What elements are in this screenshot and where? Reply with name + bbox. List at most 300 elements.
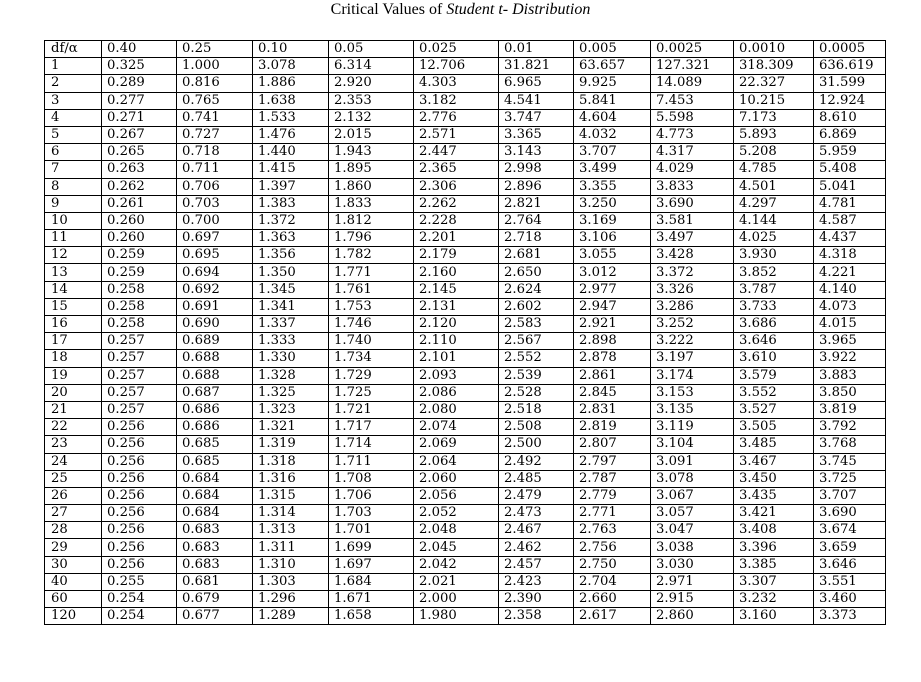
- critical-value-cell: 0.684: [177, 487, 253, 504]
- critical-value-cell: 14.089: [651, 75, 734, 92]
- t-distribution-table: [44, 40, 886, 625]
- critical-value-cell: 0.255: [102, 573, 177, 590]
- critical-value-cell: 1.356: [253, 247, 329, 264]
- critical-value-cell: 8.610: [814, 109, 886, 126]
- critical-value-cell: 5.893: [734, 126, 814, 143]
- critical-value-cell: 2.971: [651, 573, 734, 590]
- table-row: [45, 316, 886, 333]
- critical-value-cell: 2.878: [574, 350, 651, 367]
- critical-value-cell: 5.598: [651, 109, 734, 126]
- critical-value-cell: 2.539: [499, 367, 574, 384]
- critical-value-cell: 1.337: [253, 316, 329, 333]
- df-cell: 16: [45, 316, 102, 333]
- df-cell: 10: [45, 212, 102, 229]
- critical-value-cell: 0.258: [102, 281, 177, 298]
- critical-value-cell: 2.358: [499, 608, 574, 625]
- critical-value-cell: 2.080: [414, 401, 499, 418]
- critical-value-cell: 2.660: [574, 591, 651, 608]
- critical-value-cell: 3.038: [651, 539, 734, 556]
- df-cell: 23: [45, 436, 102, 453]
- critical-value-cell: 2.583: [499, 316, 574, 333]
- critical-value-cell: 3.659: [814, 539, 886, 556]
- critical-value-cell: 2.508: [499, 419, 574, 436]
- critical-value-cell: 3.505: [734, 419, 814, 436]
- critical-value-cell: 3.707: [814, 487, 886, 504]
- critical-value-cell: 2.807: [574, 436, 651, 453]
- critical-value-cell: 2.681: [499, 247, 574, 264]
- critical-value-cell: 0.325: [102, 58, 177, 75]
- critical-value-cell: 0.258: [102, 298, 177, 315]
- critical-value-cell: 0.684: [177, 470, 253, 487]
- critical-value-cell: 2.947: [574, 298, 651, 315]
- critical-value-cell: 3.581: [651, 212, 734, 229]
- critical-value-cell: 0.256: [102, 487, 177, 504]
- critical-value-cell: 0.687: [177, 384, 253, 401]
- table-row: [45, 453, 886, 470]
- critical-value-cell: 3.174: [651, 367, 734, 384]
- table-row: [45, 436, 886, 453]
- critical-value-cell: 1.440: [253, 144, 329, 161]
- header-alpha-cell: 0.05: [329, 41, 414, 58]
- critical-value-cell: 3.408: [734, 522, 814, 539]
- df-cell: 11: [45, 230, 102, 247]
- critical-value-cell: 0.260: [102, 212, 177, 229]
- table-row: [45, 212, 886, 229]
- title-italic: Student t- Distribution: [446, 1, 591, 18]
- critical-value-cell: 0.718: [177, 144, 253, 161]
- table-body: [45, 41, 886, 625]
- df-cell: 27: [45, 505, 102, 522]
- df-cell: 22: [45, 419, 102, 436]
- critical-value-cell: 2.704: [574, 573, 651, 590]
- critical-value-cell: 1.734: [329, 350, 414, 367]
- critical-value-cell: 4.015: [814, 316, 886, 333]
- critical-value-cell: 2.365: [414, 161, 499, 178]
- critical-value-cell: 3.385: [734, 556, 814, 573]
- critical-value-cell: 2.467: [499, 522, 574, 539]
- critical-value-cell: 3.396: [734, 539, 814, 556]
- critical-value-cell: 0.259: [102, 247, 177, 264]
- critical-value-cell: 63.657: [574, 58, 651, 75]
- critical-value-cell: 2.306: [414, 178, 499, 195]
- critical-value-cell: 1.860: [329, 178, 414, 195]
- critical-value-cell: 4.144: [734, 212, 814, 229]
- critical-value-cell: 3.690: [814, 505, 886, 522]
- table-row: [45, 505, 886, 522]
- critical-value-cell: 3.965: [814, 333, 886, 350]
- critical-value-cell: 3.527: [734, 401, 814, 418]
- critical-value-cell: 127.321: [651, 58, 734, 75]
- critical-value-cell: 0.689: [177, 333, 253, 350]
- critical-value-cell: 1.315: [253, 487, 329, 504]
- critical-value-cell: 2.860: [651, 608, 734, 625]
- critical-value-cell: 3.819: [814, 401, 886, 418]
- critical-value-cell: 0.256: [102, 453, 177, 470]
- critical-value-cell: 2.518: [499, 401, 574, 418]
- critical-value-cell: 1.761: [329, 281, 414, 298]
- df-cell: 26: [45, 487, 102, 504]
- critical-value-cell: 6.314: [329, 58, 414, 75]
- critical-value-cell: 318.309: [734, 58, 814, 75]
- df-cell: 1: [45, 58, 102, 75]
- table-row: [45, 298, 886, 315]
- critical-value-cell: 1.721: [329, 401, 414, 418]
- header-alpha-cell: 0.25: [177, 41, 253, 58]
- critical-value-cell: 3.450: [734, 470, 814, 487]
- critical-value-cell: 2.776: [414, 109, 499, 126]
- critical-value-cell: 3.852: [734, 264, 814, 281]
- critical-value-cell: 2.771: [574, 505, 651, 522]
- critical-value-cell: 0.706: [177, 178, 253, 195]
- df-cell: 8: [45, 178, 102, 195]
- critical-value-cell: 0.256: [102, 436, 177, 453]
- header-alpha-cell: 0.005: [574, 41, 651, 58]
- critical-value-cell: 2.787: [574, 470, 651, 487]
- critical-value-cell: 3.012: [574, 264, 651, 281]
- critical-value-cell: 1.796: [329, 230, 414, 247]
- critical-value-cell: 3.104: [651, 436, 734, 453]
- table-row: [45, 109, 886, 126]
- critical-value-cell: 0.256: [102, 556, 177, 573]
- critical-value-cell: 0.691: [177, 298, 253, 315]
- critical-value-cell: 31.599: [814, 75, 886, 92]
- critical-value-cell: 3.610: [734, 350, 814, 367]
- df-cell: 4: [45, 109, 102, 126]
- critical-value-cell: 0.686: [177, 401, 253, 418]
- critical-value-cell: 1.397: [253, 178, 329, 195]
- critical-value-cell: 3.169: [574, 212, 651, 229]
- header-alpha-cell: 0.40: [102, 41, 177, 58]
- critical-value-cell: 2.915: [651, 591, 734, 608]
- critical-value-cell: 2.056: [414, 487, 499, 504]
- df-cell: 30: [45, 556, 102, 573]
- critical-value-cell: 1.296: [253, 591, 329, 608]
- critical-value-cell: 1.321: [253, 419, 329, 436]
- critical-value-cell: 1.350: [253, 264, 329, 281]
- critical-value-cell: 2.718: [499, 230, 574, 247]
- table-row: [45, 144, 886, 161]
- critical-value-cell: 3.160: [734, 608, 814, 625]
- critical-value-cell: 2.650: [499, 264, 574, 281]
- df-cell: 14: [45, 281, 102, 298]
- critical-value-cell: 2.764: [499, 212, 574, 229]
- critical-value-cell: 1.753: [329, 298, 414, 315]
- df-cell: 5: [45, 126, 102, 143]
- critical-value-cell: 0.257: [102, 367, 177, 384]
- critical-value-cell: 4.541: [499, 92, 574, 109]
- critical-value-cell: 1.363: [253, 230, 329, 247]
- df-cell: 40: [45, 573, 102, 590]
- critical-value-cell: 3.646: [814, 556, 886, 573]
- critical-value-cell: 3.365: [499, 126, 574, 143]
- critical-value-cell: 2.462: [499, 539, 574, 556]
- table-row: [45, 92, 886, 109]
- critical-value-cell: 1.782: [329, 247, 414, 264]
- critical-value-cell: 3.686: [734, 316, 814, 333]
- critical-value-cell: 2.797: [574, 453, 651, 470]
- df-cell: 7: [45, 161, 102, 178]
- df-cell: 25: [45, 470, 102, 487]
- critical-value-cell: 5.841: [574, 92, 651, 109]
- table-row: [45, 230, 886, 247]
- df-cell: 20: [45, 384, 102, 401]
- df-cell: 24: [45, 453, 102, 470]
- critical-value-cell: 1.323: [253, 401, 329, 418]
- critical-value-cell: 0.265: [102, 144, 177, 161]
- critical-value-cell: 3.497: [651, 230, 734, 247]
- table-row: [45, 487, 886, 504]
- critical-value-cell: 2.262: [414, 195, 499, 212]
- critical-value-cell: 7.453: [651, 92, 734, 109]
- critical-value-cell: 2.131: [414, 298, 499, 315]
- critical-value-cell: 3.850: [814, 384, 886, 401]
- table-row: [45, 126, 886, 143]
- critical-value-cell: 0.688: [177, 350, 253, 367]
- critical-value-cell: 1.314: [253, 505, 329, 522]
- critical-value-cell: 1.313: [253, 522, 329, 539]
- critical-value-cell: 3.326: [651, 281, 734, 298]
- critical-value-cell: 0.271: [102, 109, 177, 126]
- critical-value-cell: 4.029: [651, 161, 734, 178]
- critical-value-cell: 7.173: [734, 109, 814, 126]
- critical-value-cell: 3.428: [651, 247, 734, 264]
- critical-value-cell: 0.256: [102, 470, 177, 487]
- critical-value-cell: 3.733: [734, 298, 814, 315]
- df-cell: 3: [45, 92, 102, 109]
- critical-value-cell: 0.683: [177, 556, 253, 573]
- critical-value-cell: 1.706: [329, 487, 414, 504]
- critical-value-cell: 1.658: [329, 608, 414, 625]
- critical-value-cell: 0.262: [102, 178, 177, 195]
- table-row: [45, 367, 886, 384]
- critical-value-cell: 3.579: [734, 367, 814, 384]
- table-row: [45, 161, 886, 178]
- table-row: [45, 75, 886, 92]
- critical-value-cell: 2.977: [574, 281, 651, 298]
- critical-value-cell: 3.091: [651, 453, 734, 470]
- critical-value-cell: 12.924: [814, 92, 886, 109]
- critical-value-cell: 1.699: [329, 539, 414, 556]
- critical-value-cell: 31.821: [499, 58, 574, 75]
- critical-value-cell: 2.861: [574, 367, 651, 384]
- critical-value-cell: 3.373: [814, 608, 886, 625]
- critical-value-cell: 0.688: [177, 367, 253, 384]
- critical-value-cell: 1.833: [329, 195, 414, 212]
- table-row: [45, 195, 886, 212]
- critical-value-cell: 0.684: [177, 505, 253, 522]
- critical-value-cell: 0.683: [177, 522, 253, 539]
- critical-value-cell: 2.042: [414, 556, 499, 573]
- critical-value-cell: 3.106: [574, 230, 651, 247]
- critical-value-cell: 4.781: [814, 195, 886, 212]
- critical-value-cell: 2.479: [499, 487, 574, 504]
- critical-value-cell: 2.617: [574, 608, 651, 625]
- critical-value-cell: 0.256: [102, 539, 177, 556]
- critical-value-cell: 3.787: [734, 281, 814, 298]
- critical-value-cell: 1.303: [253, 573, 329, 590]
- critical-value-cell: 2.845: [574, 384, 651, 401]
- critical-value-cell: 0.685: [177, 453, 253, 470]
- table-row: [45, 591, 886, 608]
- header-alpha-cell: 0.01: [499, 41, 574, 58]
- critical-value-cell: 4.318: [814, 247, 886, 264]
- critical-value-cell: 2.015: [329, 126, 414, 143]
- critical-value-cell: 1.746: [329, 316, 414, 333]
- critical-value-cell: 3.768: [814, 436, 886, 453]
- critical-value-cell: 4.032: [574, 126, 651, 143]
- critical-value-cell: 10.215: [734, 92, 814, 109]
- critical-value-cell: 3.135: [651, 401, 734, 418]
- critical-value-cell: 3.119: [651, 419, 734, 436]
- critical-value-cell: 3.232: [734, 591, 814, 608]
- critical-value-cell: 1.740: [329, 333, 414, 350]
- critical-value-cell: 3.030: [651, 556, 734, 573]
- critical-value-cell: 0.261: [102, 195, 177, 212]
- critical-value-cell: 2.179: [414, 247, 499, 264]
- critical-value-cell: 3.499: [574, 161, 651, 178]
- critical-value-cell: 1.671: [329, 591, 414, 608]
- df-cell: 120: [45, 608, 102, 625]
- page-title: [0, 0, 921, 20]
- critical-value-cell: 2.528: [499, 384, 574, 401]
- critical-value-cell: 2.473: [499, 505, 574, 522]
- critical-value-cell: 0.697: [177, 230, 253, 247]
- critical-value-cell: 1.717: [329, 419, 414, 436]
- critical-value-cell: 4.297: [734, 195, 814, 212]
- critical-value-cell: 1.533: [253, 109, 329, 126]
- critical-value-cell: 3.057: [651, 505, 734, 522]
- critical-value-cell: 3.467: [734, 453, 814, 470]
- critical-value-cell: 9.925: [574, 75, 651, 92]
- critical-value-cell: 2.069: [414, 436, 499, 453]
- critical-value-cell: 4.317: [651, 144, 734, 161]
- critical-value-cell: 2.602: [499, 298, 574, 315]
- critical-value-cell: 1.980: [414, 608, 499, 625]
- critical-value-cell: 2.567: [499, 333, 574, 350]
- critical-value-cell: 2.624: [499, 281, 574, 298]
- critical-value-cell: 4.025: [734, 230, 814, 247]
- critical-value-cell: 3.078: [651, 470, 734, 487]
- critical-value-cell: 1.372: [253, 212, 329, 229]
- critical-value-cell: 1.341: [253, 298, 329, 315]
- critical-value-cell: 1.289: [253, 608, 329, 625]
- critical-value-cell: 5.208: [734, 144, 814, 161]
- critical-value-cell: 2.920: [329, 75, 414, 92]
- header-alpha-cell: 0.0025: [651, 41, 734, 58]
- critical-value-cell: 3.182: [414, 92, 499, 109]
- critical-value-cell: 2.048: [414, 522, 499, 539]
- critical-value-cell: 1.771: [329, 264, 414, 281]
- critical-value-cell: 1.714: [329, 436, 414, 453]
- df-cell: 29: [45, 539, 102, 556]
- critical-value-cell: 4.140: [814, 281, 886, 298]
- df-cell: 21: [45, 401, 102, 418]
- critical-value-cell: 3.792: [814, 419, 886, 436]
- critical-value-cell: 3.286: [651, 298, 734, 315]
- critical-value-cell: 5.959: [814, 144, 886, 161]
- critical-value-cell: 1.729: [329, 367, 414, 384]
- table-row: [45, 556, 886, 573]
- critical-value-cell: 0.257: [102, 401, 177, 418]
- critical-value-cell: 2.093: [414, 367, 499, 384]
- critical-value-cell: 0.289: [102, 75, 177, 92]
- critical-value-cell: 0.686: [177, 419, 253, 436]
- critical-value-cell: 2.074: [414, 419, 499, 436]
- critical-value-cell: 3.646: [734, 333, 814, 350]
- critical-value-cell: 3.883: [814, 367, 886, 384]
- critical-value-cell: 3.833: [651, 178, 734, 195]
- critical-value-cell: 2.064: [414, 453, 499, 470]
- critical-value-cell: 2.052: [414, 505, 499, 522]
- table-row: [45, 333, 886, 350]
- critical-value-cell: 3.143: [499, 144, 574, 161]
- critical-value-cell: 4.437: [814, 230, 886, 247]
- critical-value-cell: 12.706: [414, 58, 499, 75]
- critical-value-cell: 1.345: [253, 281, 329, 298]
- critical-value-cell: 0.683: [177, 539, 253, 556]
- critical-value-cell: 0.677: [177, 608, 253, 625]
- critical-value-cell: 0.692: [177, 281, 253, 298]
- critical-value-cell: 1.886: [253, 75, 329, 92]
- critical-value-cell: 2.457: [499, 556, 574, 573]
- critical-value-cell: 4.587: [814, 212, 886, 229]
- critical-value-cell: 3.690: [651, 195, 734, 212]
- critical-value-cell: 2.779: [574, 487, 651, 504]
- critical-value-cell: 2.485: [499, 470, 574, 487]
- critical-value-cell: 0.260: [102, 230, 177, 247]
- critical-value-cell: 3.674: [814, 522, 886, 539]
- critical-value-cell: 2.756: [574, 539, 651, 556]
- table-row: [45, 281, 886, 298]
- critical-value-cell: 1.812: [329, 212, 414, 229]
- critical-value-cell: 3.745: [814, 453, 886, 470]
- critical-value-cell: 1.415: [253, 161, 329, 178]
- critical-value-cell: 2.160: [414, 264, 499, 281]
- critical-value-cell: 0.690: [177, 316, 253, 333]
- critical-value-cell: 0.679: [177, 591, 253, 608]
- critical-value-cell: 3.460: [814, 591, 886, 608]
- critical-value-cell: 2.060: [414, 470, 499, 487]
- critical-value-cell: 0.257: [102, 384, 177, 401]
- critical-value-cell: 1.708: [329, 470, 414, 487]
- critical-value-cell: 5.041: [814, 178, 886, 195]
- header-row: [45, 41, 886, 58]
- df-cell: 2: [45, 75, 102, 92]
- critical-value-cell: 1.333: [253, 333, 329, 350]
- critical-value-cell: 3.421: [734, 505, 814, 522]
- critical-value-cell: 2.896: [499, 178, 574, 195]
- critical-value-cell: 0.277: [102, 92, 177, 109]
- critical-value-cell: 0.695: [177, 247, 253, 264]
- df-cell: 13: [45, 264, 102, 281]
- df-cell: 9: [45, 195, 102, 212]
- critical-value-cell: 4.501: [734, 178, 814, 195]
- critical-value-cell: 3.355: [574, 178, 651, 195]
- table-row: [45, 539, 886, 556]
- critical-value-cell: 2.390: [499, 591, 574, 608]
- critical-value-cell: 1.328: [253, 367, 329, 384]
- table-row: [45, 522, 886, 539]
- critical-value-cell: 2.571: [414, 126, 499, 143]
- critical-value-cell: 0.254: [102, 591, 177, 608]
- critical-value-cell: 1.310: [253, 556, 329, 573]
- df-cell: 28: [45, 522, 102, 539]
- df-cell: 15: [45, 298, 102, 315]
- critical-value-cell: 0.256: [102, 505, 177, 522]
- critical-value-cell: 2.353: [329, 92, 414, 109]
- critical-value-cell: 1.701: [329, 522, 414, 539]
- critical-value-cell: 3.552: [734, 384, 814, 401]
